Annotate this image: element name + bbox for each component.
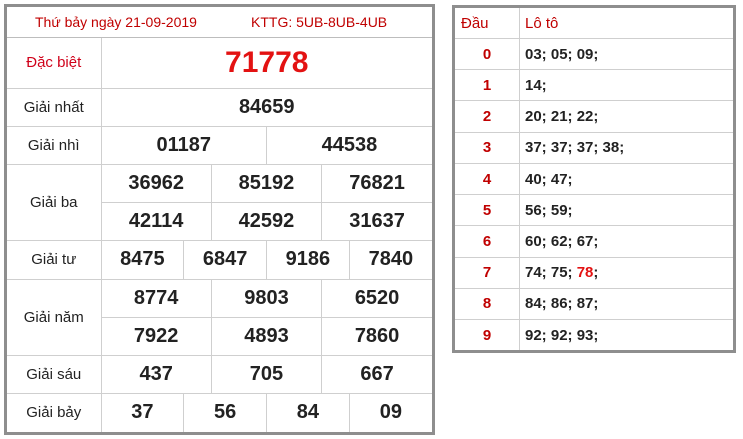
loto-values: 92; 92; 93;: [520, 320, 734, 350]
prize-sixth-value: 667: [322, 355, 432, 393]
prize-row-sixth: [7, 355, 432, 393]
prize-fourth-value: 6847: [184, 240, 267, 279]
loto-col-values: Lô tô: [520, 8, 734, 39]
result-header: [7, 7, 432, 38]
prize-third-value: 42592: [211, 202, 321, 240]
prize-seventh-value: 37: [101, 393, 184, 432]
prize-label-sixth: Giải sáu: [7, 355, 101, 393]
loto-values-text: 74; 75;: [525, 264, 577, 282]
prize-row-third: [7, 164, 432, 202]
prize-fourth-value: 9186: [266, 240, 349, 279]
prize-label-seventh: Giải bảy: [7, 393, 101, 432]
draw-date: Thứ bảy ngày 21-09-2019: [35, 14, 197, 30]
loto-values: 03; 05; 09;: [520, 39, 734, 70]
prize-row-seventh: [7, 393, 432, 432]
loto-table: [452, 5, 736, 353]
prize-fifth-value: 4893: [211, 317, 321, 355]
loto-head-digit: 4: [455, 163, 520, 194]
prize-second-value: 44538: [266, 126, 432, 164]
prize-first-value: 84659: [101, 88, 432, 126]
prize-fourth-value: 8475: [101, 240, 184, 279]
prize-row-special: [7, 38, 432, 88]
prize-seventh-value: 56: [184, 393, 267, 432]
loto-row: [455, 320, 733, 350]
loto-row: [455, 163, 733, 194]
prize-third-value: 42114: [101, 202, 211, 240]
prize-seventh-value: 09: [349, 393, 432, 432]
prize-label-special: Đặc biệt: [7, 38, 101, 88]
loto-head-digit: 7: [455, 257, 520, 288]
prize-sixth-value: 437: [101, 355, 211, 393]
loto-head-digit: 9: [455, 320, 520, 350]
prize-seventh-value: 84: [266, 393, 349, 432]
loto-col-head: Đầu: [455, 8, 520, 39]
prize-row-second: [7, 126, 432, 164]
prize-label-first: Giải nhất: [7, 88, 101, 126]
prize-label-fifth: Giải năm: [7, 279, 101, 355]
loto-head-digit: 0: [455, 39, 520, 70]
loto-values: 60; 62; 67;: [520, 226, 734, 257]
prize-row-fourth: [7, 240, 432, 279]
loto-head-digit: 5: [455, 195, 520, 226]
loto-values: 37; 37; 37; 38;: [520, 132, 734, 163]
loto-row: [455, 257, 733, 288]
prize-fifth-value: 9803: [211, 279, 321, 317]
loto-row: [455, 39, 733, 70]
prize-fifth-value: 6520: [322, 279, 432, 317]
prize-fifth-value: 7860: [322, 317, 432, 355]
prize-third-value: 36962: [101, 164, 211, 202]
prize-third-value: 31637: [322, 202, 432, 240]
prize-special-value: 71778: [101, 38, 432, 88]
prize-second-value: 01187: [101, 126, 266, 164]
prize-row-fifth: [7, 279, 432, 317]
loto-header-row: [455, 8, 733, 39]
prize-grid: [7, 38, 432, 432]
loto-values: 56; 59;: [520, 195, 734, 226]
prize-row-first: [7, 88, 432, 126]
loto-head-digit: 2: [455, 101, 520, 132]
loto-head-digit: 3: [455, 132, 520, 163]
lottery-result-table: [4, 4, 435, 435]
prize-label-second: Giải nhì: [7, 126, 101, 164]
prize-fifth-value: 8774: [101, 279, 211, 317]
loto-values: 40; 47;: [520, 163, 734, 194]
kttg-code: KTTG: 5UB-8UB-4UB: [251, 14, 388, 30]
prize-third-value: 85192: [211, 164, 321, 202]
loto-grid: [455, 8, 733, 350]
prize-fifth-value: 7922: [101, 317, 211, 355]
loto-special-highlight: 78: [576, 264, 594, 282]
loto-values: 14;: [520, 70, 734, 101]
prize-label-fourth: Giải tư: [7, 240, 101, 279]
loto-values: 20; 21; 22;: [520, 101, 734, 132]
loto-values: [520, 257, 734, 288]
loto-head-digit: 8: [455, 288, 520, 319]
loto-row: [455, 288, 733, 319]
loto-row: [455, 226, 733, 257]
loto-row: [455, 132, 733, 163]
prize-label-third: Giải ba: [7, 164, 101, 240]
loto-head-digit: 1: [455, 70, 520, 101]
loto-row: [455, 101, 733, 132]
loto-values: 84; 86; 87;: [520, 288, 734, 319]
loto-row: [455, 70, 733, 101]
prize-third-value: 76821: [322, 164, 432, 202]
loto-values-tail: ;: [593, 264, 599, 282]
loto-head-digit: 6: [455, 226, 520, 257]
prize-sixth-value: 705: [211, 355, 321, 393]
prize-fourth-value: 7840: [349, 240, 432, 279]
loto-row: [455, 195, 733, 226]
